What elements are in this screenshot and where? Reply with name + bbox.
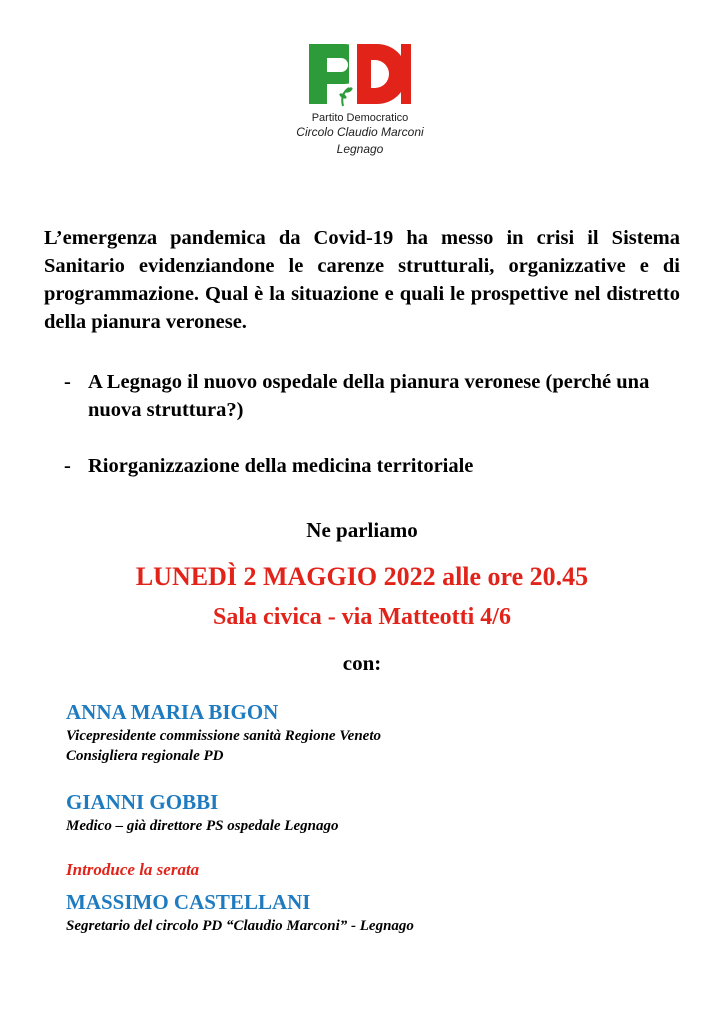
host-name: MASSIMO CASTELLANI xyxy=(66,890,311,914)
speaker-role: Consigliera regionale PD xyxy=(66,748,224,764)
speaker xyxy=(66,698,706,766)
party-name: Partito Democratico xyxy=(311,112,409,124)
pd-logo xyxy=(280,40,440,158)
event-date: LUNEDÌ 2 MAGGIO 2022 alle ore 20.45 xyxy=(135,562,589,591)
host-role: Segretario del circolo PD “Claudio Marconi” - Legnago xyxy=(66,918,414,934)
topic-text: A Legnago il nuovo ospedale della pianura veronese (perché una nuova struttura?) xyxy=(88,371,650,421)
topic-dash: - xyxy=(64,371,71,393)
event-lead: Ne parliamo xyxy=(306,518,418,542)
speaker-name: ANNA MARIA BIGON xyxy=(66,700,279,724)
host xyxy=(66,858,706,936)
speaker-list xyxy=(66,698,706,936)
circle-city: Legnago xyxy=(336,142,384,156)
pd-logo-mark xyxy=(305,40,415,108)
topic-item xyxy=(64,368,684,424)
topic-text: Riorganizzazione della medicina territoriale xyxy=(88,455,474,477)
circle-name: Circolo Claudio Marconi xyxy=(296,125,424,139)
event-place: Sala civica - via Matteotti 4/6 xyxy=(213,604,511,630)
event-with: con: xyxy=(342,651,382,675)
speaker xyxy=(66,788,706,836)
speaker-role: Medico – già direttore PS ospedale Legnago xyxy=(66,818,339,834)
speaker-name: GIANNI GOBBI xyxy=(66,790,219,814)
topic-list xyxy=(64,368,684,508)
host-intro-label: Introduce la serata xyxy=(66,860,200,879)
intro-paragraph: L’emergenza pandemica da Covid-19 ha messo in crisi il Sistema Sanitario evidenziandone le carenze strutturali, organizzative e di programmazione. Qual è la situazione e quali le prospettive nel distretto della pianura veronese. xyxy=(44,227,680,333)
topic-dash: - xyxy=(64,455,71,477)
speaker-role: Vicepresidente commissione sanità Regione Veneto xyxy=(66,728,381,744)
topic-item xyxy=(64,452,684,480)
